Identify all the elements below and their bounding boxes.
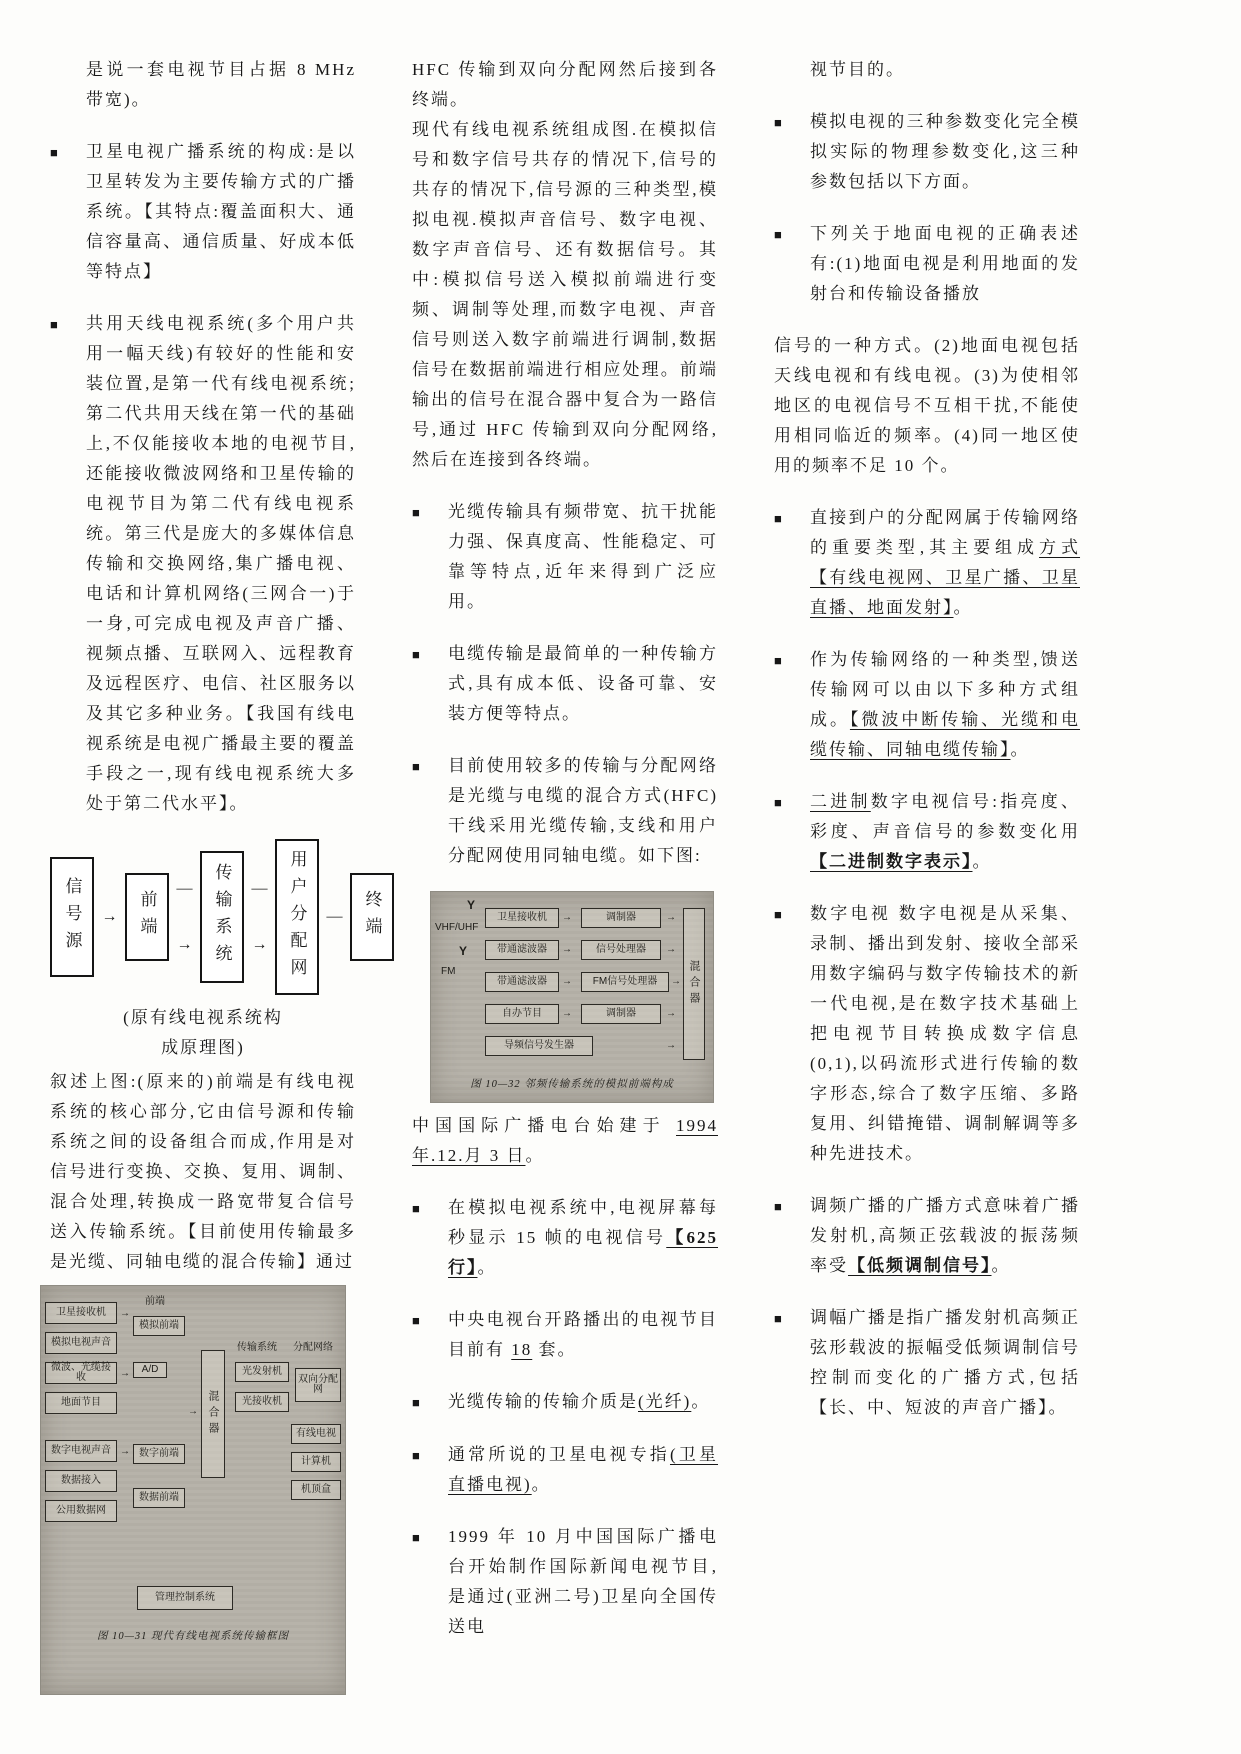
figure-10-31-scan <box>40 1285 346 1695</box>
arrow-icon: → <box>188 1406 198 1417</box>
bullet-square-icon: ■ <box>774 907 782 922</box>
bullet-text: 1999 年 10 月中国国际广播电台开始制作国际新闻电视节目,是通过(亚洲二号)卫星向全国传送电 <box>448 1527 718 1636</box>
flow-box-transmission <box>200 851 244 983</box>
figure-box: 导频信号发生器 <box>485 1036 593 1056</box>
bullet-text: 下列关于地面电视的正确表述有:(1)地面电视是利用地面的发射台和传输设备播放 <box>810 224 1080 303</box>
bullet-text <box>810 1191 1080 1281</box>
bullet-item <box>774 503 1080 623</box>
flow-box-terminal <box>350 873 394 961</box>
flow-connector <box>169 833 200 1001</box>
bullet-item <box>774 899 1080 1169</box>
paragraph-continuation: 视节目的。 <box>810 60 905 79</box>
arrow-icon: → <box>562 976 572 987</box>
bullet-square-icon: ■ <box>412 1313 420 1328</box>
figure-box: 数字电视声音 <box>45 1440 117 1462</box>
figure-box: 调制器 <box>581 1004 661 1024</box>
paragraph: 现代有线电视系统组成图.在模拟信号和数字信号共存的情况下,信号的共存的情况下,信号源的三种类型,模拟电视.模拟声音信号、数字电视、数字声音信号、还有数据信号。其中:模拟信号送入模拟前端进行变频、调制等处理,而数字电视、声音信号则送入数字前端进行调制,数据信号在数据前端进行相应处理。前端输出的信号在混合器中复合为一路信号,通过 HFC 传输到双向分配网络,然后在连接到各终端。 <box>412 120 718 469</box>
bullet-item <box>774 787 1080 877</box>
flow-connector <box>94 833 125 1001</box>
answer-underlined: 【625 行】 <box>448 1228 718 1277</box>
text-run: 通常所说的卫星电视专指 <box>448 1445 670 1464</box>
figure-box: 信号处理器 <box>581 940 661 960</box>
figure-box: 带通滤波器 <box>485 972 559 992</box>
figure-box: 数据接入 <box>45 1470 117 1492</box>
figure-label: 前端 <box>145 1296 165 1307</box>
bullet-text <box>810 645 1080 765</box>
bullet-text: 数字电视 数字电视是从采集、录制、播出到发射、接收全部采用数字编码与数字传输技术的新一代电视,是在数字技术基础上把电视节目转换成数字信息(0,1),以码流形式进行传输的数字形态,综合了数字压缩、多路复用、纠错掩错、调制解调等多种先进技术。 <box>810 904 1080 1163</box>
text-run: 作为传输网络的一种类型,馈送传输网可以由以下多种方式组成。 <box>810 650 1080 729</box>
bullet-square-icon: ■ <box>412 1448 420 1463</box>
figure-box: 卫星接收机 <box>45 1302 117 1324</box>
bullet-item <box>774 219 1080 309</box>
bullet-text <box>448 1387 718 1418</box>
bullet-text: 调幅广播是指广播发射机高频正弦形载波的振幅受低频调制信号控制而变化的广播方式,包括【长、中、短波的声音广播】。 <box>810 1308 1080 1417</box>
columns <box>50 55 1241 1695</box>
antenna-icon: Y <box>467 898 476 912</box>
column-3 <box>774 55 1080 1423</box>
answer-underlined: 【二进制数字表示】 <box>810 852 973 871</box>
figure-box: 有线电视 <box>291 1424 341 1444</box>
arrow-icon: → <box>120 1368 130 1379</box>
figure-caption: 图 10—32 邻频传输系统的模拟前端构成 <box>470 1079 674 1090</box>
bullet-square-icon: ■ <box>50 317 58 332</box>
text-run: 套。 <box>532 1340 577 1359</box>
bullet-text: 光缆传输具有频带宽、抗干扰能力强、保真度高、性能稳定、可靠等特点,近年来得到广泛应用。 <box>448 502 718 611</box>
bullet-item <box>50 137 356 287</box>
arrow-icon: → <box>251 936 268 953</box>
figure-label: VHF/UHF <box>435 922 479 933</box>
bullet-square-icon: ■ <box>774 1311 782 1326</box>
bullet-item <box>412 497 718 617</box>
caption-line: (原有线电视系统构 <box>123 1008 283 1027</box>
bullet-item <box>50 309 356 819</box>
arrow-icon: → <box>666 944 676 955</box>
paragraph-continuation: HFC 传输到双向分配网然后接到各终端。 <box>412 60 718 109</box>
answer-underlined: 方式【有线电视网、卫星广播、卫星直播、地面发射】 <box>810 538 1081 617</box>
column-2 <box>412 55 718 1642</box>
arrow-icon: → <box>666 912 676 923</box>
figure-box: 数字前端 <box>133 1444 185 1464</box>
paragraph: 信号的一种方式。(2)地面电视包括天线电视和有线电视。(3)为使相邻地区的电视信号不互相干扰,不能使用相同临近的频率。(4)同一地区使用的频率不足 10 个。 <box>774 336 1080 475</box>
caption-line: 成原理图) <box>161 1038 245 1057</box>
bullet-square-icon: ■ <box>412 1530 420 1545</box>
figure-box: A/D <box>133 1362 167 1378</box>
figure-10-32-scan <box>430 891 714 1103</box>
figure-label: 分配网络 <box>293 1342 333 1353</box>
answer-underlined: 【低频调制信号】 <box>848 1256 992 1275</box>
figure-box: 机顶盒 <box>291 1480 341 1500</box>
bullet-square-icon: ■ <box>412 759 420 774</box>
bullet-item <box>412 1387 718 1418</box>
bullet-square-icon: ■ <box>774 1199 782 1214</box>
bullet-item <box>412 1440 718 1500</box>
text-run: 调频广播的广播方式意味着广播发射机,高频正弦载波的振荡频率受 <box>810 1196 1080 1275</box>
column-1 <box>50 55 382 1695</box>
flow-box-label: 终端 <box>362 890 382 944</box>
figure-box: 调制器 <box>581 908 661 928</box>
figure-box: 地面节目 <box>45 1392 117 1414</box>
text-run: 中央电视台开路播出的电视节目目前有 <box>448 1310 718 1359</box>
text-run: 。 <box>1010 740 1030 759</box>
dash-icon: — <box>326 908 343 925</box>
flow-box-label: 传输系统 <box>212 863 232 971</box>
bullet-square-icon: ■ <box>774 227 782 242</box>
flow-box-label: 信号源 <box>62 876 82 958</box>
answer-underlined: 二进制 <box>810 792 871 811</box>
figure-box: 公用数据网 <box>45 1500 117 1522</box>
flow-box-label: 前端 <box>137 890 157 944</box>
bullet-item <box>774 1191 1080 1281</box>
text-run: 。 <box>991 1256 1011 1275</box>
text-run: 数字电视信号:指亮度、彩度、声音信号的参数变化用 <box>810 792 1081 841</box>
figure-label: 传输系统 <box>237 1342 277 1353</box>
answer-underlined: 【微波中断传输、光缆和电缆传输、同轴电缆传输】 <box>810 710 1081 759</box>
bullet-square-icon: ■ <box>774 795 782 810</box>
bullet-text: 卫星电视广播系统的构成:是以卫星转发为主要传输方式的广播系统。【其特点:覆盖面积大、通信容量高、通信质量、好成本低等特点】 <box>86 142 356 281</box>
bullet-square-icon: ■ <box>412 505 420 520</box>
text-run: 直接到户的分配网属于传输网络的重要类型,其主要组成 <box>810 508 1080 557</box>
diagram-caption <box>50 1003 356 1063</box>
text-run: 。 <box>953 598 973 617</box>
dash-icon: — <box>251 880 268 897</box>
bullet-square-icon: ■ <box>774 653 782 668</box>
flow-box-label: 用户分配网 <box>287 849 307 985</box>
figure-mixer-box: 混合器 <box>201 1350 225 1478</box>
arrow-icon: → <box>671 976 681 987</box>
arrow-icon: → <box>101 908 118 925</box>
flow-box-headend <box>125 873 169 961</box>
bullet-square-icon: ■ <box>774 511 782 526</box>
bullet-square-icon: ■ <box>774 115 782 130</box>
figure-box: 数据前端 <box>133 1488 185 1508</box>
arrow-icon: → <box>562 944 572 955</box>
figure-mixer-box: 混合器 <box>683 908 705 1060</box>
arrow-icon: → <box>666 1008 676 1019</box>
bullet-text <box>810 787 1080 877</box>
bullet-item <box>774 107 1080 197</box>
bullet-item <box>774 1303 1080 1423</box>
bullet-item <box>412 751 718 871</box>
bullet-square-icon: ■ <box>412 1395 420 1410</box>
figure-box: 模拟前端 <box>133 1316 185 1336</box>
bullet-square-icon: ■ <box>412 1201 420 1216</box>
dash-icon: — <box>176 880 193 897</box>
text-run: 。 <box>525 1146 545 1165</box>
arrow-icon: → <box>120 1446 130 1457</box>
bullet-text: 电缆传输是最简单的一种传输方式,具有成本低、设备可靠、安装方便等特点。 <box>448 644 718 723</box>
bullet-text <box>810 503 1080 623</box>
figure-box: 卫星接收机 <box>485 908 559 928</box>
figure-box: 光接收机 <box>235 1392 289 1412</box>
bullet-text: 模拟电视的三种参数变化完全模拟实际的物理参数变化,这三种参数包括以下方面。 <box>810 112 1080 191</box>
figure-caption: 图 10—31 现代有线电视系统传输框图 <box>96 1631 290 1642</box>
figure-box: 自办节目 <box>485 1004 559 1024</box>
bullet-text <box>448 1193 718 1283</box>
flow-box-signal-source <box>50 857 94 977</box>
text-run: 。 <box>477 1258 497 1277</box>
bullet-item <box>412 1305 718 1365</box>
answer-underlined: (光纤) <box>638 1392 692 1411</box>
answer-underlined: 18 <box>511 1340 533 1359</box>
bullet-square-icon: ■ <box>412 647 420 662</box>
arrow-icon: → <box>176 936 193 953</box>
text-run: 光缆传输的传输介质是 <box>448 1392 638 1411</box>
bullet-text: 共用天线电视系统(多个用户共用一幅天线)有较好的性能和安装位置,是第一代有线电视系统;第二代共用天线在第一代的基础上,不仅能接收本地的电视节目,还能接收微波网络和卫星传输的电视节目为第二代有线电视系统。第三代是庞大的多媒体信息传输和交换网络,集广播电视、电话和计算机网络(三网合一)于一身,可完成电视及声音广播、视频点播、互联网入、远程教育及远程医疗、电信、社区服务以及其它多种业务。【我国有线电视系统是电视广播最主要的覆盖手段之一,现有线电视系统大多处于第二代水平】。 <box>86 314 356 813</box>
figure-box: 模拟电视声音 <box>45 1332 117 1354</box>
bullet-text: 目前使用较多的传输与分配网络是光缆与电缆的混合方式(HFC)干线采用光缆传输,支线和用户分配网使用同轴电缆。如下图: <box>448 756 718 865</box>
bullet-item <box>412 1193 718 1283</box>
bullet-text <box>448 1440 718 1500</box>
text-run: 在模拟电视系统中,电视屏幕每秒显示 15 帧的电视信号 <box>448 1198 718 1247</box>
arrow-icon: → <box>562 1008 572 1019</box>
arrow-icon: → <box>120 1308 130 1319</box>
bullet-item <box>412 639 718 729</box>
answer-underlined: (卫星直播电视) <box>448 1445 719 1494</box>
arrow-icon: → <box>666 1040 676 1051</box>
flow-box-distribution <box>275 839 319 995</box>
paragraph-continuation: 是说一套电视节目占据 8 MHz 带宽)。 <box>86 60 356 109</box>
antenna-icon: Y <box>459 944 468 958</box>
text-run: 。 <box>691 1392 711 1411</box>
figure-box: 管理控制系统 <box>137 1586 233 1610</box>
bullet-item <box>412 1522 718 1642</box>
bullet-item <box>774 645 1080 765</box>
figure-box: FM信号处理器 <box>581 972 669 992</box>
figure-box: 计算机 <box>291 1452 341 1472</box>
flow-connector <box>319 833 350 1001</box>
text-run: 中国国际广播电台始建于 <box>412 1116 676 1135</box>
paragraph: 叙述上图:(原来的)前端是有线电视系统的核心部分,它由信号源和传输系统之间的设备组合而成,作用是对信号进行变换、交换、复用、调制、混合处理,转换成一路宽带复合信号送入传输系统。【目前使用传输最多是光缆、同轴电缆的混合传输】通过 <box>50 1072 356 1271</box>
figure-box: 光发射机 <box>235 1362 289 1382</box>
cable-system-flow-diagram <box>50 833 394 1001</box>
paragraph <box>412 1111 718 1171</box>
text-run: 。 <box>531 1475 551 1494</box>
underlined-text: 1994 年.12.月 3 日 <box>412 1116 718 1165</box>
arrow-icon: → <box>562 912 572 923</box>
figure-box: 双向分配网 <box>295 1368 341 1402</box>
figure-box: 带通滤波器 <box>485 940 559 960</box>
text-run: 。 <box>972 852 992 871</box>
flow-connector <box>244 833 275 1001</box>
bullet-text <box>448 1305 718 1365</box>
figure-box: 微波、光缆接收 <box>45 1362 117 1384</box>
bullet-square-icon: ■ <box>50 145 58 160</box>
figure-label: FM <box>441 966 456 977</box>
